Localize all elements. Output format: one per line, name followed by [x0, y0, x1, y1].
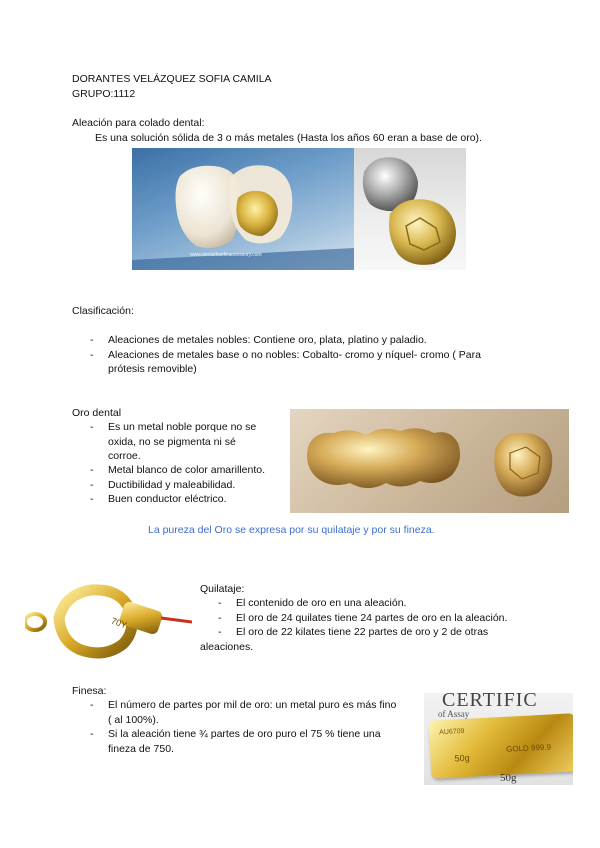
image-caption: www.dentalfastfixaccessory.com: [190, 252, 262, 258]
metal-crowns-illustration: [354, 148, 466, 270]
bar-serial: AU6709: [439, 728, 465, 737]
list-item: - El oro de 24 quilates tiene 24 partes de oro en la aleación.: [218, 611, 548, 626]
student-group: GRUPO:1112: [72, 88, 136, 100]
aleacion-definition: Es una solución sólida de 3 o más metales (Hasta los años 60 eran a base de oro).: [95, 132, 482, 144]
list-item: - Buen conductor eléctrico.: [90, 492, 290, 507]
oro-dental-title: Oro dental: [72, 407, 122, 419]
list-item: - Metal blanco de color amarillento.: [90, 463, 290, 478]
pureza-note: La pureza del Oro se expresa por su quilataje y por su fineza.: [148, 524, 435, 536]
fineza-title: Finesa:: [72, 685, 107, 697]
certificate-text: CERTIFIC: [442, 693, 538, 711]
bar-bottom-label: 50g: [500, 772, 517, 784]
list-item-continuation: prótesis removible): [108, 363, 197, 375]
list-item-continuation: corroe.: [108, 450, 141, 462]
list-item-continuation: oxida, no se pigmenta ni sé: [108, 436, 236, 448]
list-item: - Si la aleación tiene ¾ partes de oro puro el 75 % tiene una: [90, 727, 420, 742]
gold-clasp-illustration: [25, 578, 192, 664]
gold-bridge-photo: [290, 409, 569, 513]
clasp-mark: 70Y: [109, 615, 129, 631]
certificate-subtext: of Assay: [438, 709, 470, 719]
gold-bar-photo: [424, 693, 573, 785]
list-item: - El oro de 22 kilates tiene 22 partes de oro y 2 de otras: [218, 625, 548, 640]
fineza-list: [90, 698, 420, 713]
gold-bar: [429, 713, 573, 779]
oro-dental-list: [90, 420, 290, 435]
metal-crowns-photo: [354, 148, 466, 270]
crowns-photo: [132, 148, 354, 270]
student-name: DORANTES VELÁZQUEZ SOFIA CAMILA: [72, 73, 272, 85]
list-item-continuation: aleaciones.: [200, 641, 254, 653]
gold-bridge-illustration: [290, 409, 569, 513]
list-item: - Ductibilidad y maleabilidad.: [90, 478, 290, 493]
list-item: - El número de partes por mil de oro: un metal puro es más fino: [90, 698, 420, 713]
aleacion-title: Aleación para colado dental:: [72, 117, 205, 129]
list-item: - Es un metal noble porque no se: [90, 420, 290, 435]
clasificacion-title: Clasificación:: [72, 305, 134, 317]
bar-purity: GOLD 999.9: [505, 742, 552, 754]
fineza-list-2: [90, 727, 420, 742]
list-item: - El contenido de oro en una aleación.: [218, 596, 548, 611]
list-item-continuation: fineza de 750.: [108, 743, 174, 755]
list-item-continuation: ( al 100%).: [108, 714, 159, 726]
quilataje-title: Quilataje:: [200, 583, 245, 595]
list-item: - Aleaciones de metales base o no nobles: Cobalto- cromo y níquel- cromo ( Para: [90, 348, 530, 363]
oro-dental-list-2: [90, 463, 290, 507]
clasificacion-list: [90, 333, 530, 362]
bar-weight: 50g: [454, 752, 470, 764]
list-item: - Aleaciones de metales nobles: Contiene oro, plata, platino y paladio.: [90, 333, 530, 348]
quilataje-list: [218, 596, 548, 640]
gold-clasp-photo: [25, 578, 192, 664]
